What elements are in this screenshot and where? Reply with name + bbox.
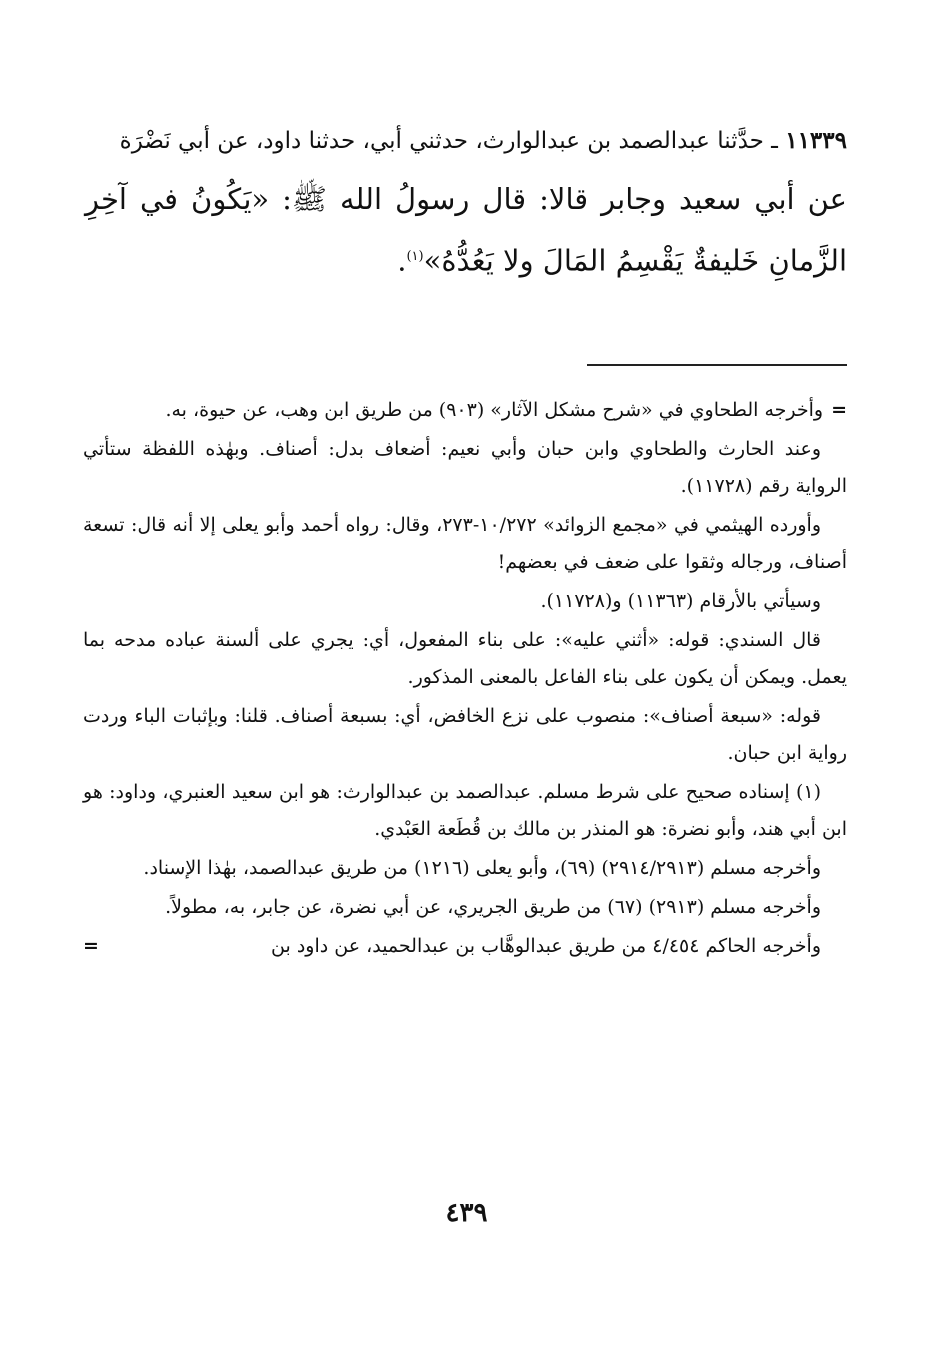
footnote-paragraph: وأخرجه مسلم (٢٩١٤/٢٩١٣) (٦٩)، وأبو يعلى (١٢١٦) من طريق عبدالصمد، بهٰذا الإسناد.: [143, 857, 821, 879]
footnote-paragraph: قال السندي: قوله: «أثني عليه»: على بناء المفعول، أي: يجري على ألسنة عباده مدحه بما يعمل. ويمكن أن يكون على بناء الفاعل بالمعنى المذكور.: [83, 629, 847, 688]
hadith-matn: عن أبي سعيد وجابر قالا: قال رسولُ الله ﷺ: «يَكُونُ في آخِرِ الزَّمانِ خَليفةٌ يَقْسِمُ المَالَ ولا يَعُدُّهُ»$^{(١)}$.: [85, 182, 847, 278]
footnote-paragraph: (١) إسناده صحيح على شرط مسلم. عبدالصمد بن عبدالوارث: هو ابن سعيد العنبري، وداود: هو ابن أبي هند، وأبو نضرة: هو المنذر بن مالك بن قُطَعة العَبْدي.: [83, 781, 847, 840]
continuation-marker: =: [831, 399, 847, 421]
footnote-paragraph: وأخرجه مسلم (٢٩١٣) (٦٧) من طريق الجريري، عن أبي نضرة، عن جابر، به، مطولاً.: [165, 896, 821, 918]
hadith-block: [85, 118, 847, 290]
isnad-text: ـ حدَّثنا عبدالصمد بن عبدالوارث، حدثني أبي، حدثنا داود، عن أبي نَضْرَة: [119, 128, 778, 154]
footnote-paragraph: =وأخرجه الطحاوي في «شرح مشكل الآثار» (٩٠٣) من طريق ابن وهب، عن حيوة، به.: [165, 399, 847, 421]
footnote-paragraph: قوله: «سبعة أصناف»: منصوب على نزع الخافض، أي: بسبعة أصناف. قلنا: وبإثبات الباء وردت رواية ابن حبان.: [83, 705, 847, 764]
footnotes: [83, 392, 847, 967]
footnote-last-line: وأخرجه الحاكم ٤/٤٥٤ من طريق عبدالوهَّاب بن عبدالحميد، عن داود بن =: [83, 928, 847, 965]
footnote-paragraph: وأورده الهيثمي في «مجمع الزوائد» ١٠/٢٧٢-٢٧٣، وقال: رواه أحمد وأبو يعلى إلا أنه قال: تسعة أصناف، ورجاله وثقوا على ضعف في بعضهم!: [83, 514, 847, 573]
page-number: ٤٣٩: [445, 1198, 488, 1228]
hadith-isnad: [85, 118, 847, 164]
continuation-marker-end: =: [83, 935, 99, 957]
hadith-number: ١١٣٣٩: [785, 127, 847, 154]
matn-text: عن أبي سعيد وجابر قالا: قال رسولُ الله ﷺ: «يَكُونُ في آخِرِ الزَّمانِ خَليفةٌ يَقْسِمُ المَالَ ولا يَعُدُّهُ»: [85, 182, 847, 278]
footnote-divider: [587, 364, 847, 366]
footnote-paragraph: وعند الحارث والطحاوي وابن حبان وأبي نعيم: أضعاف بدل: أصناف. وبهٰذه اللفظة ستأتي الرواية رقم (١١٧٢٨).: [83, 438, 847, 497]
footnote-paragraph: وسيأتي بالأرقام (١١٣٦٣) و(١١٧٢٨).: [540, 590, 821, 612]
footnote-reference: (١): [406, 249, 424, 264]
